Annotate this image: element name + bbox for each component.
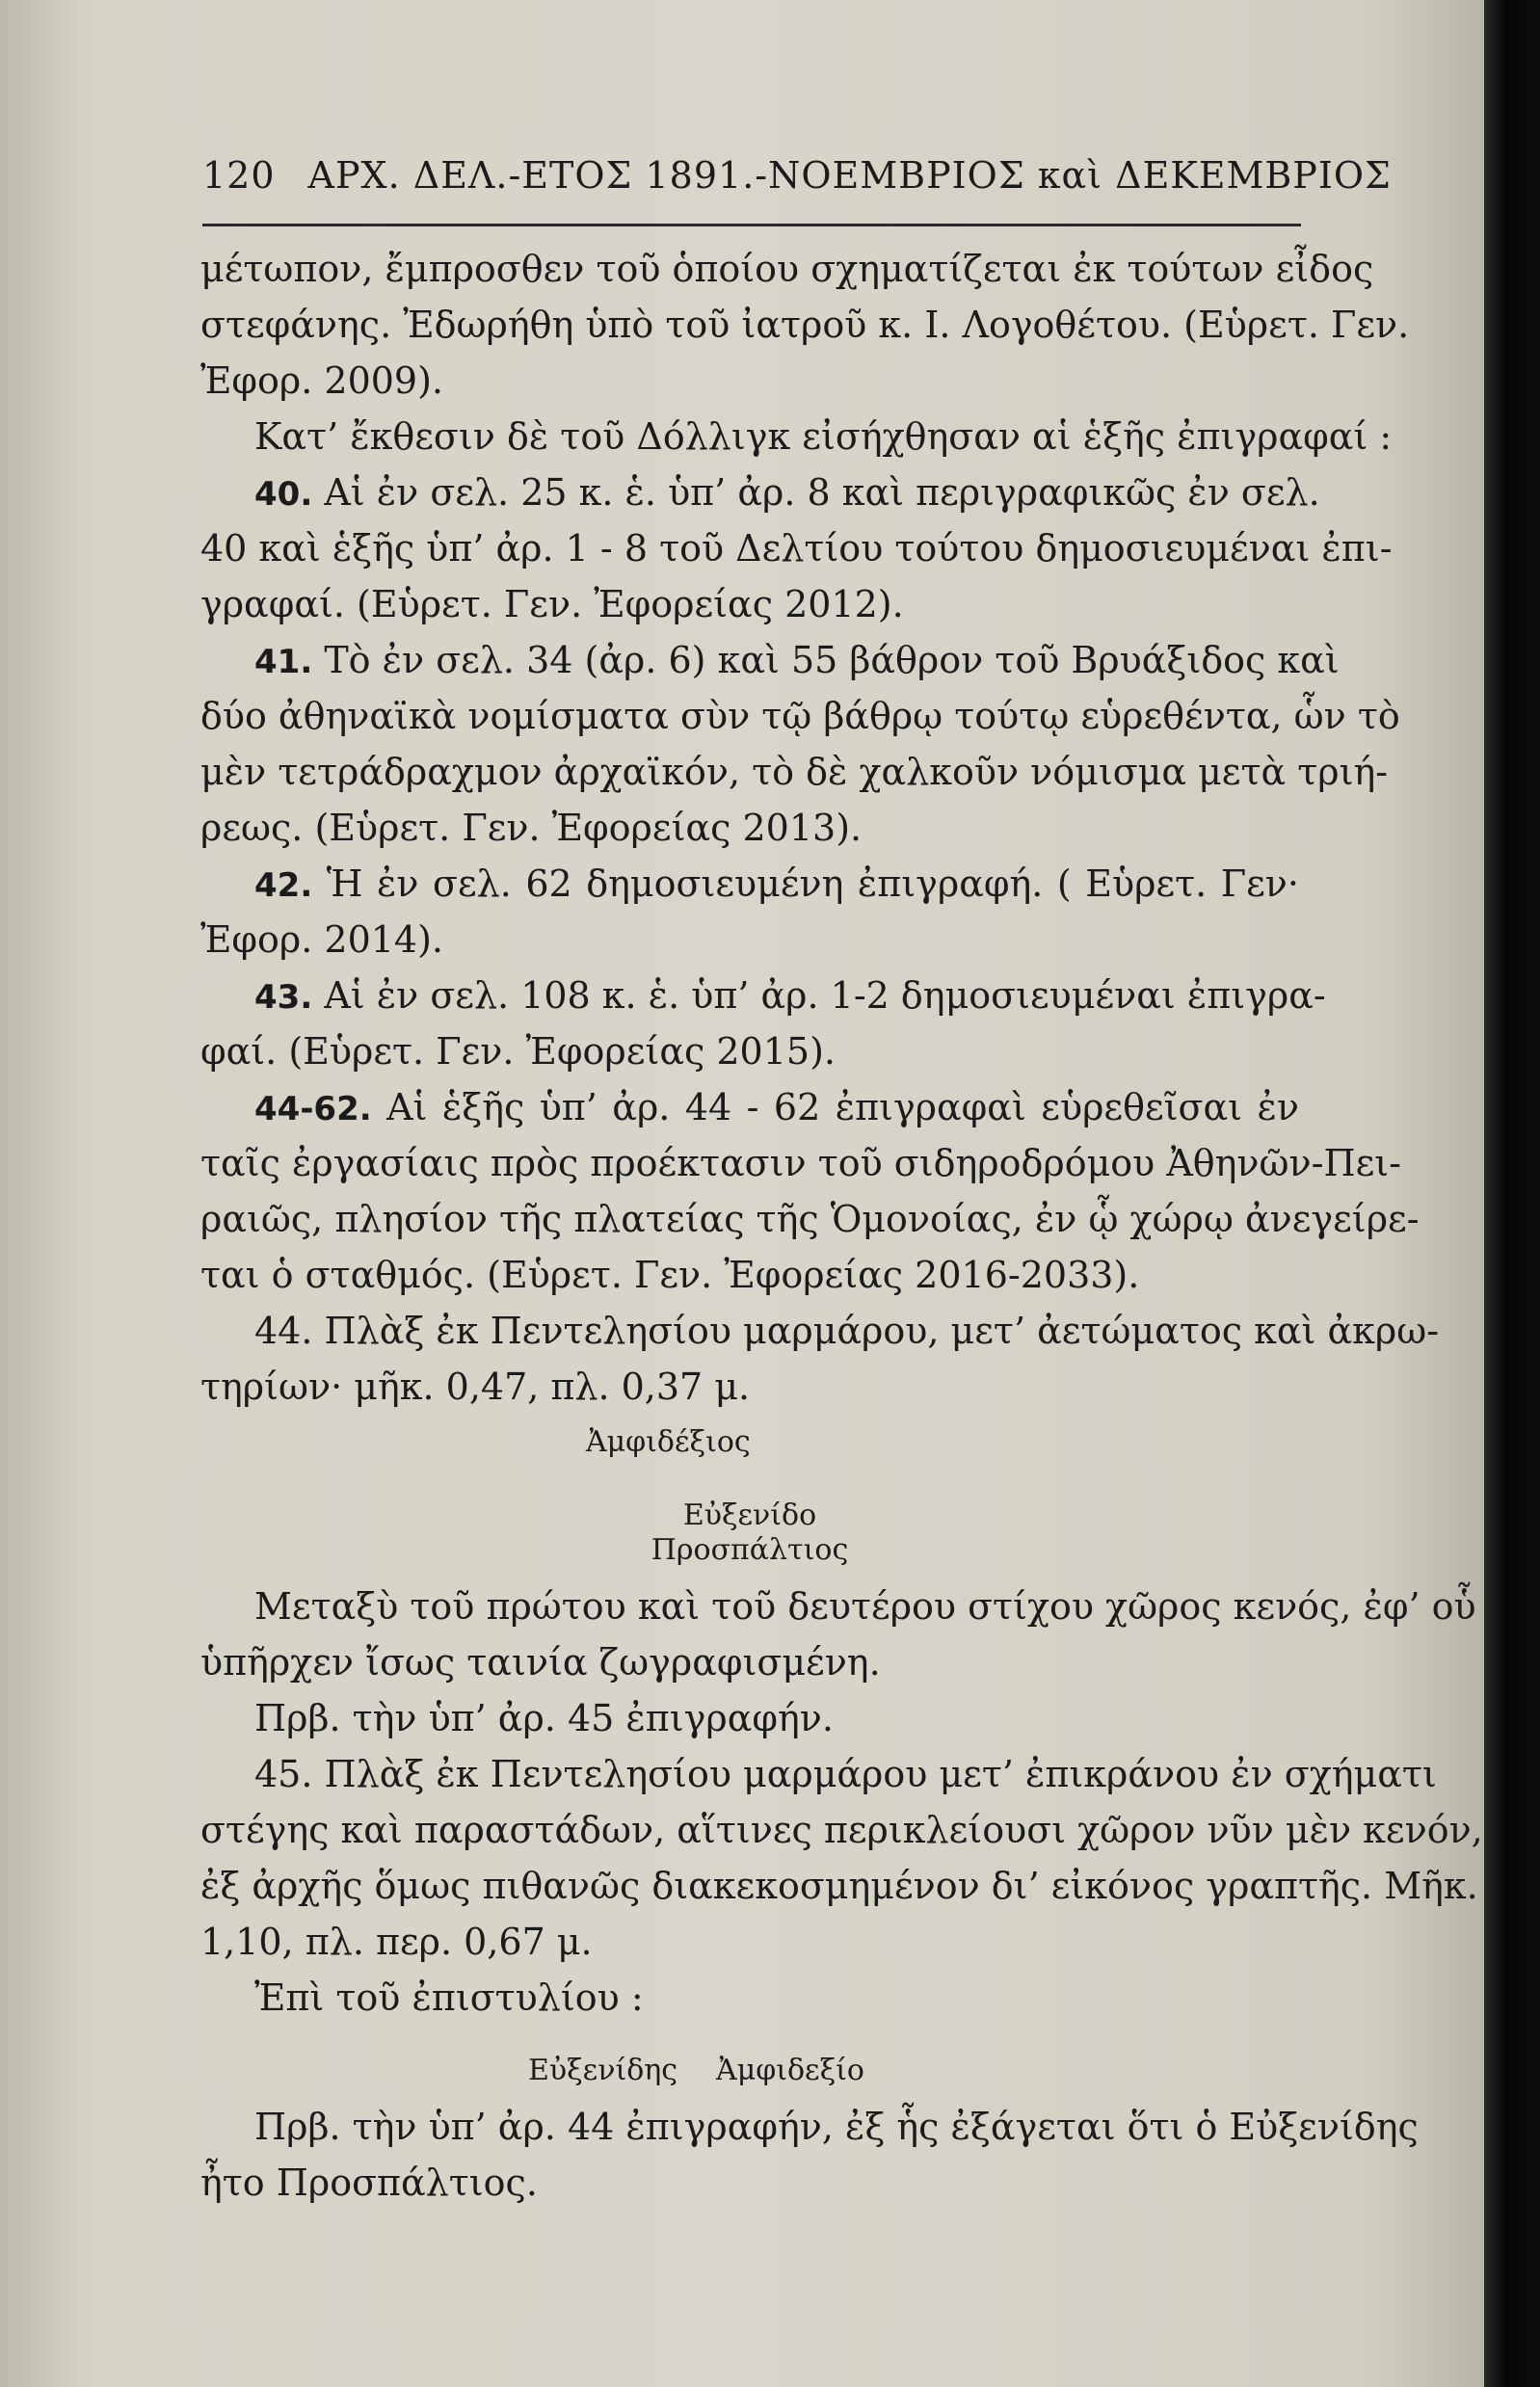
text-line: φαί. (Εὑρετ. Γεν. Ἐφορείας 2015). [200,1030,836,1073]
text-line: γραφαί. (Εὑρετ. Γεν. Ἐφορείας 2012). [200,583,904,625]
text-line: 40 καὶ ἑξῆς ὑπ’ ἀρ. 1 - 8 τοῦ Δελτίου τούτου δημοσιευμέναι ἐπι- [200,527,1393,570]
page-number: 120 [202,154,276,197]
text-line: Πρβ. τὴν ὑπ’ ἀρ. 44 ἐπιγραφήν, ἐξ ἧς ἐξάγεται ὅτι ὁ Εὐξενίδης [254,2106,1419,2148]
text-line: στεφάνης. Ἐδωρήθη ὑπὸ τοῦ ἰατροῦ κ. Ι. Λογοθέτου. (Εὑρετ. Γεν. [200,304,1410,346]
text-line: Πρβ. τὴν ὑπ’ ἀρ. 45 ἐπιγραφήν. [254,1697,834,1739]
entry-number: 44-62. [254,1090,372,1128]
text-line: Ἐπὶ τοῦ ἐπιστυλίου : [254,1976,644,2019]
inscription-line: Εὐξενίδης [528,2054,678,2087]
book-spine-shadow [1484,0,1540,2387]
text-line: ρεως. (Εὑρετ. Γεν. Ἐφορείας 2013). [200,807,863,849]
entry-41: 41. Τὸ ἐν σελ. 34 (ἀρ. 6) καὶ 55 βάθρον τοῦ Βρυάξιδος καὶ [254,639,1340,681]
text-line: ἦτο Προσπάλτιος. [200,2162,538,2204]
entry-40: 40. Αἱ ἐν σελ. 25 κ. ἑ. ὑπ’ ἀρ. 8 καὶ περιγραφικῶς ἐν σελ. [254,471,1320,514]
body-text [200,241,1483,2211]
entry-number: 41. [254,643,313,681]
text-line: Μεταξὺ τοῦ πρώτου καὶ τοῦ δευτέρου στίχου χῶρος κενός, ἐφ’ οὗ [254,1585,1476,1628]
header-rule [202,224,1301,226]
text-line: ὑπῆρχεν ἴσως ταινία ζωγραφισμένη. [200,1641,881,1684]
item-45: 45. Πλὰξ ἐκ Πεντελησίου μαρμάρου μετ’ ἐπικράνου ἐν σχήματι [254,1753,1437,1795]
inscription-pair [200,2043,1299,2099]
text-line: Ἐφορ. 2009). [200,359,444,402]
text-line: στέγης καὶ παραστάδων, αἵτινες περικλείουσι χῶρον νῦν μὲν κενόν, [200,1809,1483,1851]
text-line: Ἐφορ. 2014). [200,918,444,961]
entry-number: 43. [254,978,313,1017]
text-line: δύο ἀθηναϊκὰ νομίσματα σὺν τῷ βάθρῳ τούτῳ εὑρεθέντα, ὧν τὸ [200,695,1400,737]
text-line: ραιῶς, πλησίον τῆς πλατείας τῆς Ὁμονοίας, ἐν ᾧ χώρῳ ἀνεγείρε- [200,1198,1420,1240]
running-header [202,154,1392,212]
running-title: ΑΡΧ. ΔΕΛ.-ΕΤΟΣ 1891.-ΝΟΕΜΒΡΙΟΣ καὶ ΔΕΚΕΜΒΡΙΟΣ [307,154,1392,197]
entry-42: 42. Ἡ ἐν σελ. 62 δημοσιευμένη ἐπιγραφή. ( Εὑρετ. Γεν· [254,862,1299,905]
inscription-line: Προσπάλτιος [651,1533,849,1567]
text-line: ἐξ ἀρχῆς ὅμως πιθανῶς διακεκοσμημένον δι’ εἰκόνος γραπτῆς. Μῆκ. [200,1865,1478,1907]
text-line: μέτωπον, ἔμπροσθεν τοῦ ὁποίου σχηματίζεται ἐκ τούτων εἶδος [200,248,1374,290]
inscription-line: Εὐξενίδο [682,1499,817,1532]
item-44: 44. Πλὰξ ἐκ Πεντελησίου μαρμάρου, μετ’ ἀετώματος καὶ ἀκρω- [254,1310,1440,1352]
text-line: ται ὁ σταθμός. (Εὑρετ. Γεν. Ἐφορείας 2016-2033). [200,1254,1140,1296]
text-line: μὲν τετράδραχμον ἀρχαϊκόν, τὸ δὲ χαλκοῦν νόμισμα μετὰ τριή- [200,751,1389,793]
text-line: τηρίων· μῆκ. 0,47, πλ. 0,37 μ. [200,1366,751,1408]
text-line: 1,10, πλ. περ. 0,67 μ. [200,1921,593,1963]
text-line: ταῖς ἐργασίαις πρὸς προέκτασιν τοῦ σιδηροδρόμου Ἀθηνῶν-Πει- [200,1142,1402,1184]
dallig-intro: Κατ’ ἔκθεσιν δὲ τοῦ Δόλλιγκ εἰσήχθησαν αἱ ἑξῆς ἐπιγραφαί : [254,415,1393,458]
entry-number: 42. [254,866,313,905]
entry-44-62: 44-62. Αἱ ἑξῆς ὑπ’ ἀρ. 44 - 62 ἐπιγραφαὶ εὑρεθεῖσαι ἐν [254,1086,1299,1128]
inscription-line: Ἀμφιδέξιος [586,1425,751,1459]
entry-43: 43. Αἱ ἐν σελ. 108 κ. ἑ. ὑπ’ ἀρ. 1-2 δημοσιευμέναι ἐπιγρα- [254,974,1326,1017]
inscription-line: Ἀμφιδεξίο [716,2054,864,2087]
entry-number: 40. [254,475,313,514]
